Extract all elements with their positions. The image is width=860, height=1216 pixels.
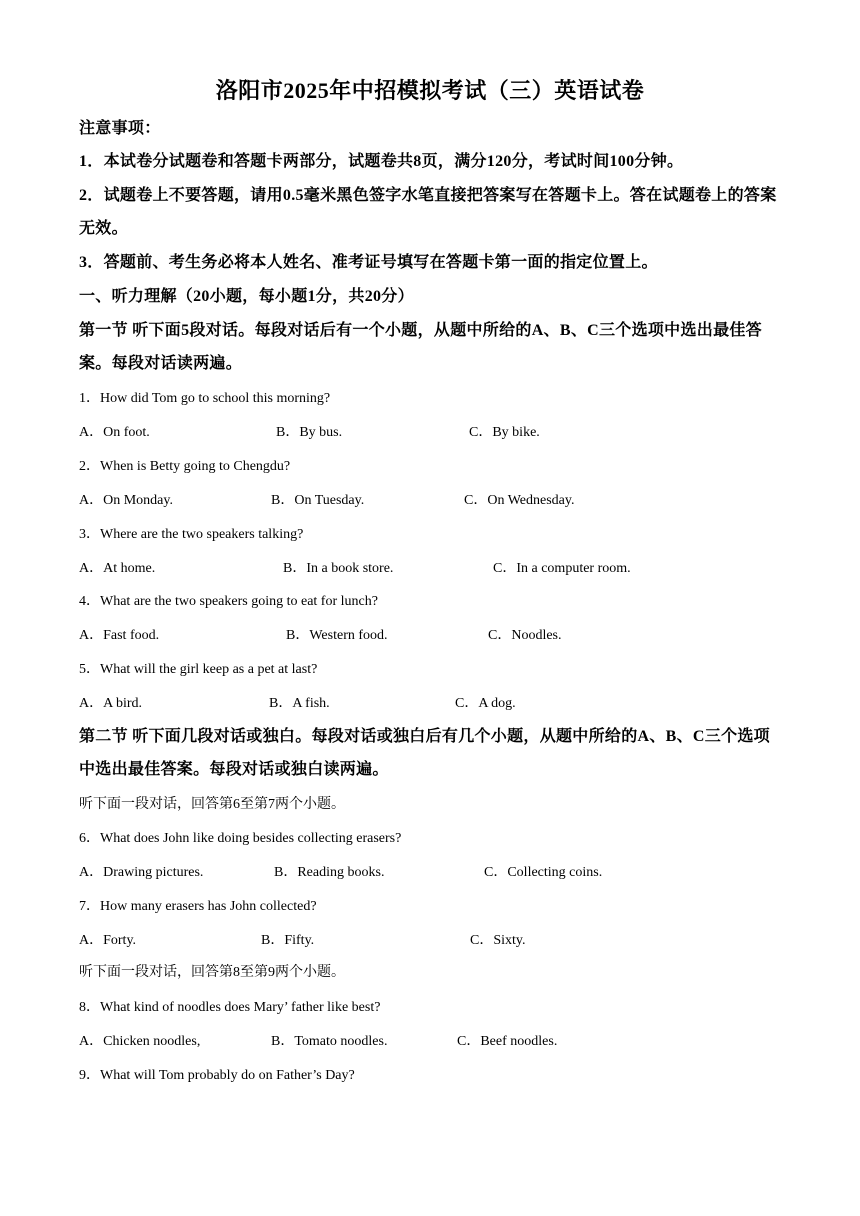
question-2: 2．When is Betty going to Chengdu?	[79, 459, 291, 474]
q8-option-b: B．Tomato noodles.	[271, 1034, 388, 1049]
question-1: 1．How did Tom go to school this morning?	[79, 391, 331, 406]
q2-option-c: C．On Wednesday.	[464, 493, 575, 508]
q5-option-b: B．A fish.	[269, 696, 330, 711]
question-9: 9．What will Tom probably do on Father’s Day?	[79, 1068, 355, 1083]
q1-option-a: A．On foot.	[79, 425, 150, 440]
q6-option-c: C．Collecting coins.	[484, 865, 603, 880]
q3-option-b: B．In a book store.	[283, 561, 394, 576]
section2-instruction: 第二节 听下面几段对话或独白。每段对话或独白后有几个小题，从题中所给的A、B、C三个选项中选出最佳答案。每段对话或独白读两遍。	[79, 728, 770, 778]
note-item-3: 3．答题前、考生务必将本人姓名、准考证号填写在答题卡第一面的指定位置上。	[79, 254, 658, 271]
instruction-q8-q9: 听下面一段对话，回答第8至第9两个小题。	[79, 965, 345, 980]
q4-option-c: C．Noodles.	[488, 628, 562, 643]
q4-option-b: B．Western food.	[286, 628, 388, 643]
q5-option-c: C．A dog.	[455, 696, 516, 711]
question-7: 7．How many erasers has John collected?	[79, 899, 317, 914]
q3-option-a: A．At home.	[79, 561, 156, 576]
q4-option-a: A．Fast food.	[79, 628, 160, 643]
question-6: 6．What does John like doing besides collecting erasers?	[79, 831, 402, 846]
q7-option-a: A．Forty.	[79, 933, 137, 948]
instruction-q6-q7: 听下面一段对话，回答第6至第7两个小题。	[79, 797, 345, 812]
question-4: 4．What are the two speakers going to eat for lunch?	[79, 594, 378, 609]
note-item-1: 1．本试卷分试题卷和答题卡两部分，试题卷共8页，满分120分，考试时间100分钟。	[79, 153, 684, 170]
exam-title: 洛阳市2025年中招模拟考试（三）英语试卷	[215, 78, 645, 103]
q8-option-a: A．Chicken noodles,	[79, 1034, 201, 1049]
q2-option-b: B．On Tuesday.	[271, 493, 365, 508]
note-item-2: 2．试题卷上不要答题，请用0.5毫米黑色签字水笔直接把答案写在答题卡上。答在试题卷上的答案无效。	[79, 187, 777, 237]
question-5: 5．What will the girl keep as a pet at last?	[79, 662, 318, 677]
notes-heading: 注意事项：	[79, 120, 161, 137]
section1-instruction: 第一节 听下面5段对话。每段对话后有一个小题，从题中所给的A、B、C三个选项中选出最佳答案。每段对话读两遍。	[79, 322, 762, 372]
part1-heading: 一、听力理解（20小题，每小题1分，共20分）	[79, 288, 414, 305]
q8-option-c: C．Beef noodles.	[457, 1034, 558, 1049]
q1-option-c: C．By bike.	[469, 425, 540, 440]
q6-option-a: A．Drawing pictures.	[79, 865, 204, 880]
q7-option-b: B．Fifty.	[261, 933, 315, 948]
q7-option-c: C．Sixty.	[470, 933, 526, 948]
q6-option-b: B．Reading books.	[274, 865, 385, 880]
question-8: 8．What kind of noodles does Mary’ father like best?	[79, 1000, 381, 1015]
q5-option-a: A．A bird.	[79, 696, 142, 711]
q2-option-a: A．On Monday.	[79, 493, 173, 508]
q3-option-c: C．In a computer room.	[493, 561, 631, 576]
question-3: 3．Where are the two speakers talking?	[79, 527, 304, 542]
q1-option-b: B．By bus.	[276, 425, 343, 440]
